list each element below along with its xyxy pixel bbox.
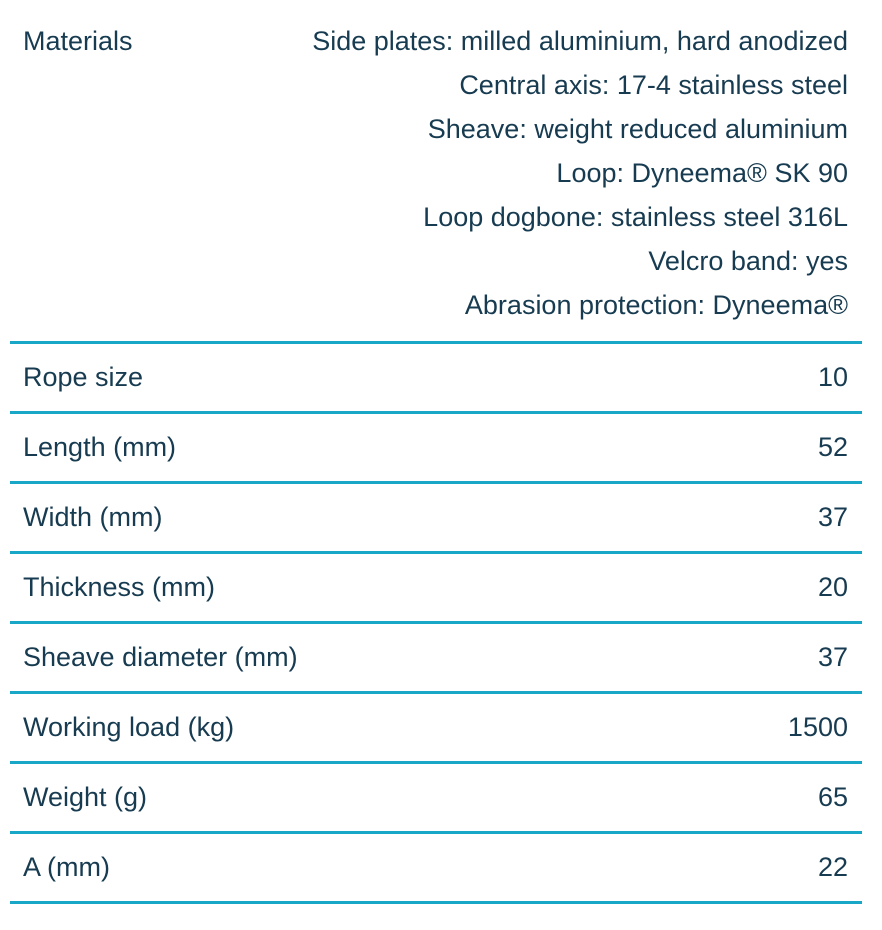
materials-line-velcro-band: Velcro band: yes [648,246,848,276]
table-row-length [10,414,862,484]
row-label: Weight (g) [23,782,148,812]
row-value: 37 [817,642,848,672]
row-label: Thickness (mm) [23,572,216,602]
materials-values [133,19,848,327]
table-row-weight [10,764,862,834]
row-value: 22 [817,852,848,882]
row-value: 10 [817,362,848,392]
row-label: Working load (kg) [23,712,235,742]
row-value: 37 [817,502,848,532]
table-row-working-load [10,694,862,764]
materials-line-sheave: Sheave: weight reduced aluminium [427,114,848,144]
materials-line-side-plates: Side plates: milled aluminium, hard anodized [312,26,848,56]
table-row-rope-size [10,344,862,414]
table-row-sheave-diameter [10,624,862,694]
row-label: Sheave diameter (mm) [23,642,298,672]
row-label: Rope size [23,362,144,392]
materials-line-loop-dogbone: Loop dogbone: stainless steel 316L [423,202,848,232]
row-value: 52 [817,432,848,462]
materials-label: Materials [23,26,133,56]
row-label: Length (mm) [23,432,177,462]
product-spec-table [10,0,862,904]
row-label: A (mm) [23,852,110,882]
row-label: Width (mm) [23,502,163,532]
materials-line-central-axis: Central axis: 17-4 stainless steel [459,70,848,100]
table-row-thickness [10,554,862,624]
materials-line-loop: Loop: Dyneema® SK 90 [556,158,848,188]
materials-row [10,0,862,344]
table-row-a [10,834,862,904]
table-row-width [10,484,862,554]
row-value: 1500 [787,712,848,742]
row-value: 65 [817,782,848,812]
materials-line-abrasion-protection: Abrasion protection: Dyneema® [464,290,848,320]
row-value: 20 [817,572,848,602]
